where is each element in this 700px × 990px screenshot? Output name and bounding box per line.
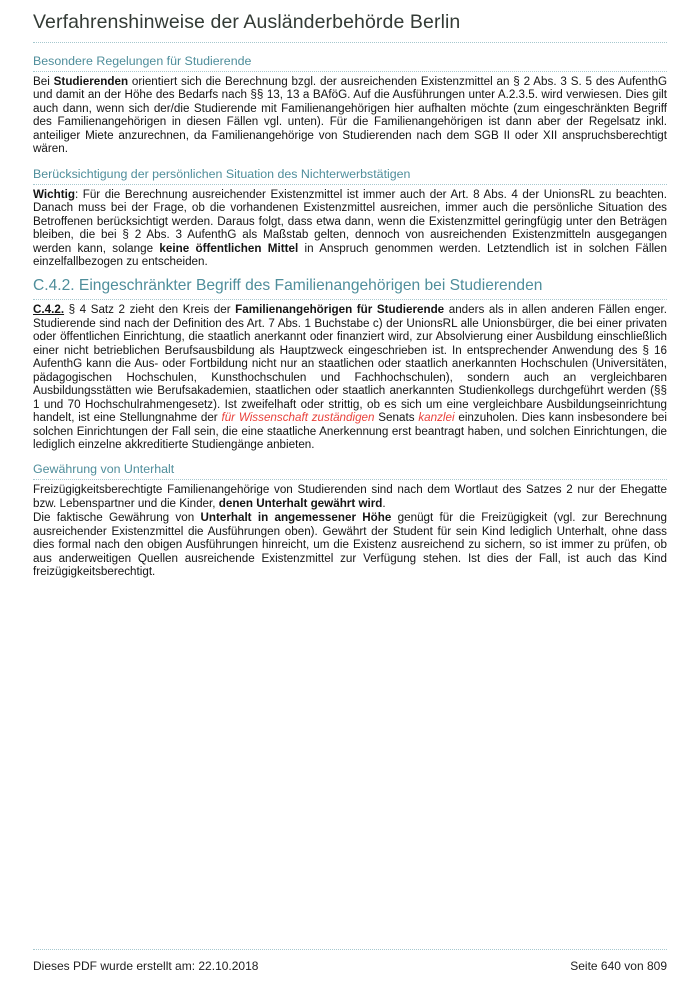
paragraph — [33, 511, 667, 578]
text-run: Senats — [374, 411, 419, 425]
bold-run: keine öffentlichen Mittel — [159, 241, 299, 255]
text-run: orientiert sich die Berechnung bzgl. der ausreichenden Existenzmittel an § 2 Abs. 3 S. 5 des AufenthG und damit an der Höhe des Bedarfs nach §§ 13, 13 a BAföG. Auf die Ausführungen unter A.2.3.5. wird verwiesen. Dies gilt auch dann, wenn sich der/die Studierende mit Familienangehörigen hier aufhalten möchte (zum eingeschränkten Begriff des Familienangehörigen in diesen Fällen vgl. unten). Für die Familienangehörigen ist dann aber der Regelsatz inkl. anteiliger Miete anzurechnen, da Familienangehörige von Studierenden nach dem SGB II oder XII anspruchsberechtigt wären. — [33, 75, 668, 156]
paragraph — [33, 303, 667, 451]
footer-created-date: Dieses PDF wurde erstellt am: 22.10.2018 — [33, 959, 259, 973]
red-italic-run: für Wissenschaft zuständigen — [221, 411, 375, 425]
bold-run: Wichtig — [33, 187, 75, 201]
bold-run: C.4.2. — [33, 303, 65, 317]
section-heading: Besondere Regelungen für Studierende — [33, 54, 667, 72]
bold-run: Familienangehörigen für Studierende — [235, 303, 445, 317]
page-title: Verfahrenshinweise der Ausländerbehörde Berlin — [33, 11, 667, 43]
page-footer — [33, 949, 667, 973]
section-heading: Gewährung von Unterhalt — [33, 462, 667, 480]
text-run: Die faktische Gewährung von — [33, 511, 201, 525]
text-run: anders als in allen anderen Fällen enger. Studierende sind nach der Definition des Art. 7 Abs. 1 Buchstabe c) der UnionsRL alle Unionsbürger, die bei einer privaten oder öffentlichen Einrichtung, die staatlich anerkannt oder finanziert wird, zur Absolvierung einer Ausbildung einschließlich einer nicht betrieblichen Berufsausbildung als Hauptzweck eingeschrieben ist. In entsprechender Anwendung des § 16 AufenthG kann die Aus- oder Fortbildung nicht nur an staatlichen oder staatlich anerkannten Hochschulen (Universitäten, pädagogischen Hochschulen, Kunsthochschulen und Fachhochschulen), sondern auch an vergleichbaren Ausbildungsstätten wie Berufsakademien, staatlichen oder staatlich anerkannten Studienkollegs durchgeführt werden (§§ 1 und 70 Hochschulrahmengesetz). Ist zweifelhaft oder strittig, ob es sich um eine vergleichbare Ausbildungseinrichtung handelt, ist eine Stellungnahme der — [33, 303, 667, 425]
text-run: in Anspruch genommen werden. Letztendlich ist in solchen Fällen einzelfallbezogen zu entscheiden. — [33, 241, 667, 268]
document-sections — [33, 54, 667, 579]
bold-run: Studierenden — [53, 75, 129, 88]
paragraph — [33, 483, 667, 510]
chapter-heading: C.4.2. Eingeschränkter Begriff des Familienangehörigen bei Studierenden — [33, 277, 667, 300]
red-italic-run: kanzlei — [418, 411, 455, 425]
text-run: . — [382, 496, 386, 510]
text-run: Freizügigkeitsberechtigte Familienangehörige von Studierenden sind nach dem Wortlaut des Satzes 2 nur der Ehegatte bzw. Lebenspartner und die Kinder, — [33, 483, 667, 510]
footer-page-number: Seite 640 von 809 — [570, 959, 667, 973]
text-run: einzuholen. Dies kann insbesondere bei solchen Einrichtungen der Fall sein, die eine staatliche Anerkennung erst beantragt haben, und solchen Einrichtungen, die lediglich einzelne akkreditierte Studiengänge anbieten. — [33, 411, 667, 451]
paragraph — [33, 188, 667, 269]
text-run: § 4 Satz 2 zieht den Kreis der — [64, 303, 236, 317]
text-run: : Für die Berechnung ausreichender Existenzmittel ist immer auch der Art. 8 Abs. 4 der UnionsRL zu beachten. Danach muss bei der Frage, ob die vorhandenen Existenzmittel ausreichen, immer auch die persönliche Situation des Betroffenen berücksichtigt werden. Daraus folgt, dass etwa dann, wenn die Existenzmittel geringfügig unter den Beträgen bleiben, die bei § 2 Abs. 3 AufenthG als Maßstab gelten, dennoch von ausreichenden Existenzmitteln ausgegangen werden kann, solange — [33, 187, 667, 255]
bold-run: denen Unterhalt gewährt wird — [218, 496, 383, 510]
text-run: genügt für die Freizügigkeit (vgl. zur Berechnung ausreichender Existenzmittel die Ausführungen oben). Gewährt der Student für sein Kind lediglich Unterhalt, ohne dass dies formal nach den obigen Ausführungen hinreicht, um die Existenz ausreichend zu sichern, so ist immer zu prüfen, ob aus anderweitigen Quellen ausreichende Existenzmittel zur Verfügung stehen. Ist dies der Fall, ist auch das Kind freizügigkeitsberechtigt. — [33, 511, 667, 579]
paragraph — [33, 75, 667, 156]
bold-run: Unterhalt in angemessener Höhe — [200, 511, 392, 525]
text-run: Bei — [33, 75, 54, 88]
section-heading: Berücksichtigung der persönlichen Situation des Nichterwerbstätigen — [33, 167, 667, 185]
